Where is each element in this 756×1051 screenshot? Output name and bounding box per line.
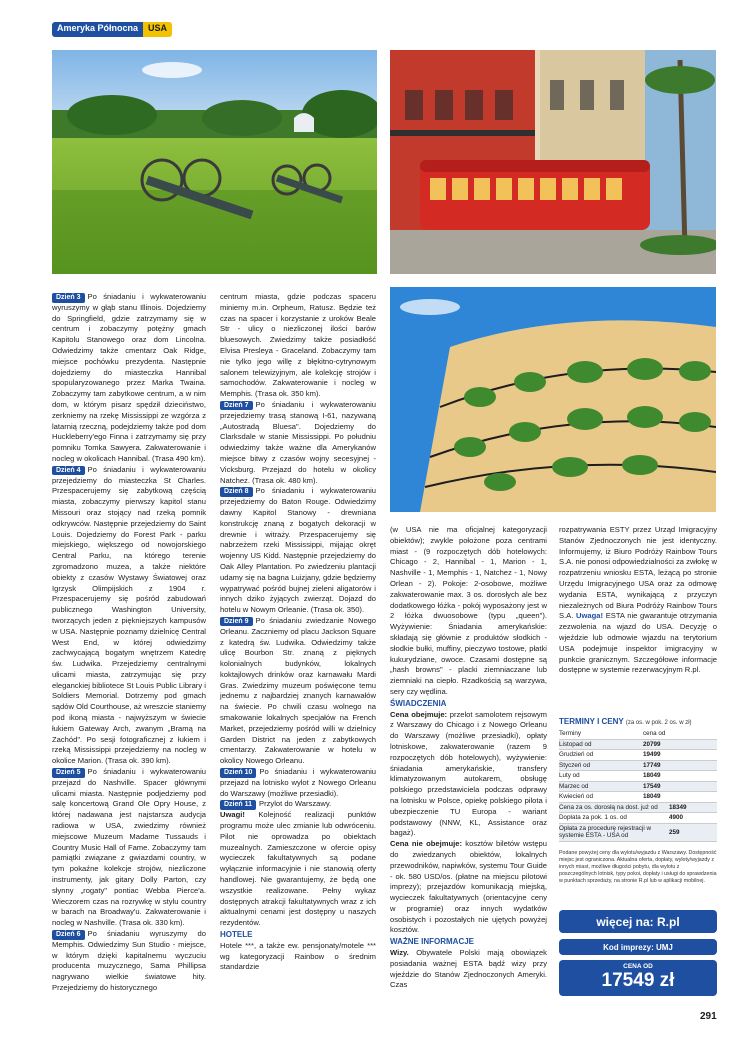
info-column-3 bbox=[390, 525, 547, 991]
day-4-entry bbox=[52, 465, 206, 767]
day-3-entry bbox=[52, 292, 206, 465]
day-11-entry bbox=[220, 799, 376, 810]
day-8-entry bbox=[220, 486, 376, 616]
price: 17749 bbox=[643, 761, 661, 769]
photo-cannons-field bbox=[52, 50, 377, 274]
visa-info bbox=[390, 948, 547, 991]
more-info-button[interactable]: więcej na: R.pl bbox=[559, 910, 717, 933]
table-row bbox=[559, 782, 717, 793]
info-column-4 bbox=[559, 525, 717, 676]
price-excludes-text: kosztów biletów wstępu do zwiedzanych obiektów, lokalnych przewodników, napiwków, systemu Tour Guide - ok. 580 USD/os. (płatne na miejscu pilotowi imprezy); przejazdów komunikacją miejską, wycieczek fakultatywnych (orientacyjne ceny w programie) oraz innych wydatków osobistych i pozostałych nie ujętych powyżej kosztów. bbox=[390, 839, 547, 935]
remarks bbox=[220, 810, 376, 929]
price-box-label: CENA OD bbox=[623, 963, 653, 970]
table-row bbox=[559, 813, 717, 824]
day-text: Po śniadaniu i wykwaterowaniu przejazd do Nashville. Spacer głównymi ulicami miasta. Następnie podjedziemy pod salę koncertową Grand Ole Opry House, z której nadawana jest najstarsza audycja radiowa w USA, zwiedzimy również miejscowe Muzeum Madame Tussauds i Country Music Hall of Fame. Zobaczymy tam pamiątki związane z gwiazdami country, w tym pokaźne kolekcje strojów, niezliczone instrumenty, jak gitary Dolly Parton, czy słynny „rogaty" pontiac Webba Pierce'a. Wieczorem czas na rozrywkę w stylu country w barach na Broadway'u. Zakwaterowanie i nocleg w Nashville. (Trasa ok. 330 km). bbox=[52, 767, 206, 928]
day-5-entry bbox=[52, 767, 206, 929]
day-text: Po śniadaniu zwiedzanie Nowego Orleanu. Zaczniemy od placu Jackson Square z katedrą św. Ludwika. Odwiedzimy także ulicę Bourbon Str. znaną z pięknych kolonialnych budynków, lokalnych koktajlowych drinków oraz karnawału Mardi Gras. Zwiedzimy muzeum poświęcone temu jednemu z najbardziej znanych karnawałów na świecie. Po chwili czasu wolnego na smakowanie lokalnych specjałów na French Market, przejedziemy pośród willi w dzielnicy Garden District na jeden z zabytkowych cmentarzy. Zakwaterowanie w hotelu w okolicy Nowego Orleanu. bbox=[220, 615, 376, 766]
prices-header-row bbox=[559, 729, 717, 740]
day-badge: Dzień 9 bbox=[220, 617, 253, 627]
day-badge: Dzień 4 bbox=[52, 466, 85, 476]
prices-note: Podane powyżej ceny dla wylotu/wyjazdu z Warszawy. Dostępność miejsc jest ograniczona. Aktualna oferta, dopłaty, wyloty/wyjazdy z innych miast, możliwe długości pobytu, dla wylotu z poszczególnych lotnisk, typy pokoi, dopłaty i usługi do sprawdzenia w punktach sprzedaży, na stronie R.pl lub w aplikacji mobilnej. bbox=[559, 849, 717, 884]
day-7-entry bbox=[220, 400, 376, 486]
day-badge: Dzień 10 bbox=[220, 768, 256, 778]
price-box bbox=[559, 960, 717, 996]
day-badge: Dzień 5 bbox=[52, 768, 85, 778]
day-text: Po śniadaniu i wykwaterowaniu przejazd na lotnisko wylot z Nowego Orleanu do Warszawy (możliwe przesiadki). bbox=[220, 767, 376, 798]
prices-title bbox=[559, 717, 717, 726]
price-excludes bbox=[390, 839, 547, 936]
price: 20799 bbox=[643, 740, 661, 748]
price: 18049 bbox=[643, 772, 661, 780]
important-info-heading: WAŻNE INFORMACJE bbox=[390, 937, 474, 947]
esta-info bbox=[559, 525, 717, 676]
warning-text: ESTA nie gwarantuje otrzymania zezwolenia na wjazd do USA. Decyzję o wjeździe lub odmowie wjazdu na terytorium USA podejmuje inspektor imigracyjny w punkcie granicznym. Szczegółowe informacje dostępne w systemie rezerwacyjnym R.pl. bbox=[559, 611, 717, 675]
price: 19499 bbox=[643, 751, 661, 759]
day-text: Przylot do Warszawy. bbox=[259, 799, 332, 809]
day-badge: Dzień 3 bbox=[52, 293, 85, 303]
term: Luty od bbox=[559, 772, 580, 780]
hotels-text: Hotele ***, a także ew. pensjonaty/motele *** wg kategoryzacji Rainbow o średnim standardzie bbox=[220, 940, 376, 972]
price: 17549 bbox=[643, 782, 661, 790]
esta-text: rozpatrywania ESTY przez Urząd Imigracyjny Stanów Zjednoczonych nie jest identyczny. Informujemy, iż Biuro Podróży Rainbow Tours S.A. nie ponosi odpowiedzialności za zwłokę w rozpatrzeniu wniosku ESTA, leżącą po stronie Urzędu Imigracyjnego USA oraz za odmowę wydania ESTA, wynikającą z przyczyn niezależnych od Biura Podróży Rainbow Tours S.A. bbox=[559, 525, 717, 621]
day-badge: Dzień 6 bbox=[52, 930, 85, 940]
visa-label: Wizy. bbox=[390, 948, 409, 958]
day-9-entry bbox=[220, 616, 376, 767]
table-row bbox=[559, 771, 717, 782]
day-text: centrum miasta, gdzie podczas spaceru miniemy m.in. Orpheum, Ratusz. Będzie też czas na spacer i korzystanie z uroków Beale Str - ulicy o niezliczonej ilości barów bluesowych. Zwiedzimy także posiadłość Elvisa Presleya - Graceland. Zobaczymy tam nie tylko jego willę z błękitno-cytrynowym salonem telewizyjnym, ale kolekcję strojów i samochodów. Zakwaterowanie i nocleg w Memphis. (Trasa ok. 350 km). bbox=[220, 292, 376, 399]
price-includes-label: Cena obejmuje: bbox=[390, 709, 448, 719]
term: Opłata za procedurę rejestracji w systemie ESTA - USA od bbox=[559, 825, 652, 839]
country-label: USA bbox=[143, 22, 172, 37]
table-row bbox=[559, 792, 717, 803]
day-6-continued bbox=[220, 292, 376, 400]
prices-title-text: TERMINY I CENY bbox=[559, 717, 624, 726]
price-includes bbox=[390, 710, 547, 840]
price: 18049 bbox=[643, 793, 661, 801]
day-badge: Dzień 11 bbox=[220, 800, 256, 810]
day-text: Po śniadaniu i wykwaterowaniu przejedziemy trasą stanową I-61, nazywaną „Autostradą Bluesa". Dojedziemy do Clarksdale w stanie Mississippi. Po południu odwiedzimy także ważne dla Amerykanów miejsce bitwy z czasów wojny secesyjnej - Vicksburg. Przejazd do hotelu w okolicy Natchez. (Trasa ok. 480 km). bbox=[220, 399, 376, 485]
price: 4900 bbox=[669, 814, 684, 822]
region-tag bbox=[52, 22, 172, 37]
term: Listopad od bbox=[559, 740, 592, 748]
hotels-heading: HOTELE bbox=[220, 930, 253, 940]
prices-title-note: (za os. w pok. 2 os. w zł) bbox=[625, 720, 692, 726]
itinerary-column-1 bbox=[52, 292, 206, 994]
day-text: Po śniadaniu i wykwaterowaniu wyruszymy w głąb stanu Illinois. Dojedziemy do Springfield, gdzie zatrzymamy się w centrum i zobaczymy potężny gmach Kapitolu Stanowego oraz dom Lincolna. Odwiedzimy także cmentarz Oak Ridge, miejsce pochówku prezydenta. Następnie dojedziemy do miasteczka Hannibal spopularyzowanego przez Marka Twaina. Zobaczymy tam zabytkowe centrum, a w nim dom, w którym pisarz spędził dzieciństwo, zerkniemy na rzekę Mississippi ze wzgórza z latarnią rzeczną, podejdziemy także pod dom Huckleberry'ego Finna i zatrzymamy się przy pomniku Tomka Sawyera. Zakwaterowanie i nocleg w okolicach Hannibal. (Trasa 490 km). bbox=[52, 292, 206, 463]
day-6-entry bbox=[52, 929, 206, 994]
trip-code-badge: Kod imprezy: UMJ bbox=[559, 939, 717, 955]
page-number: 291 bbox=[700, 1011, 717, 1022]
day-10-entry bbox=[220, 767, 376, 799]
table-row bbox=[559, 824, 717, 842]
remarks-text: Kolejność realizacji punktów programu może ulec zmianie lub odwróceniu. Pilot nie oprowadza po obiektach muzealnych. Zamieszczone w ofercie opisy wycieczek fakultatywnych są podane wyłącznie informacyjnie i nie stanowią oferty handlowej. Nie gwarantujemy, że będą one wszystkie realizowane. Pełny wykaz dostępnych atrakcji fakultatywnych wraz z ich aktualnymi cenami jest dostępny u naszych rezydentów. bbox=[220, 810, 376, 928]
table-row bbox=[559, 750, 717, 761]
col-price: cena od bbox=[643, 730, 666, 738]
photo-french-quarter bbox=[390, 287, 716, 512]
table-row bbox=[559, 740, 717, 751]
day-text: Po śniadaniu wyruszymy do Memphis. Odwiedzimy Sun Studio - miejsce, w którym dzięki kapitalnemu wyczuciu producenta muzycznego, Sama Phillipsa nagrywano wielkie światowe hity. Przejedziemy do historycznego bbox=[52, 929, 206, 992]
warning-label: Uwaga! bbox=[576, 611, 604, 621]
price-box-value: 17549 zł bbox=[601, 970, 675, 991]
col-terms: Terminy bbox=[559, 730, 582, 738]
term: Kwiecień od bbox=[559, 793, 593, 801]
remarks-label: Uwagi! bbox=[220, 810, 245, 820]
term: Grudzień od bbox=[559, 751, 594, 759]
region-label: Ameryka Północna bbox=[52, 22, 143, 37]
visa-text: Obywatele Polski mają obowiązek posiadania ważnej ESTA bądź wizy przy wjeździe do Stanów Zjednoczonych Ameryki. Czas bbox=[390, 948, 547, 990]
term: Styczeń od bbox=[559, 761, 591, 769]
price: 18349 bbox=[669, 803, 687, 811]
table-row bbox=[559, 761, 717, 772]
prices-table bbox=[559, 717, 717, 885]
day-text: Po śniadaniu i wykwaterowaniu przejedziemy do miasteczka St Charles. Przespacerujemy się zabytkową częścią miasta, zobaczymy pierwszy kapitol stanu Missouri oraz stojący nad rzeką pomnik odkrywców. Następnie przejedziemy do Saint Louis. Dojedziemy do Forest Park - parku miejskiego, większego od nowojorskiego Central Parku, na którego terenie zgromadzono muzea, a także niektóre obiekty z czasów Wystawy Światowej oraz Igrzysk Olimpijskich z 1904 r. Przespacerujemy się pośród zabudowań publicznego Washington University, tworzących jeden z piękniejszych kampusów w USA. Następnie poznamy dzielnicę Central West End, w której odwiedzimy zachwycającą bogatym wnętrzem Katedrę św. Ludwika. Przejedziemy centralnymi ulicami miasta, zatrzymując się przy eleganckiej bibliotece St Louis Public Library i Soldiers Memorial. Dotrzemy pod gmach sądów Old Courthouse, aż wreszcie staniemy pod ikoną miasta - najwyższym w świecie łukiem Gateway Arch, zwanym „Bramą na Zachód". Po sesji fotograficznej z łukiem i rzeką Mississippi przejedziemy na nocleg w okolice Marion. (Trasa ok. 390 km). bbox=[52, 464, 206, 766]
price: 259 bbox=[669, 828, 680, 836]
term: Dopłata za pok. 1 os. od bbox=[559, 814, 627, 822]
price-includes-text: przelot samolotem rejsowym z Warszawy do Chicago i z Nowego Orleanu do Warszawy (możliwe przesiadki), opłaty lotniskowe, zakwaterowanie (razem 9 rozpoczętych dób hotelowych), wyżywienie: śniadania amerykańskie, transfery klimatyzowanym autokarem, obsługę polskiego przedstawiciela podczas odprawy na lotnisku w Polsce, opiekę polskiego pilota i ubezpieczenie TU Europa - wariant podstawowy (NNW, KL, Assistance oraz bagaż). bbox=[390, 709, 547, 838]
hotels-continued: (w USA nie ma oficjalnej kategoryzacji obiektów); zwykle położone poza centrami miast - (9 rozpoczętych dób hotelowych: Chicago - 2, Hannibal - 1, Marion - 1, Nashville - 1, Memphis - 1, Natchez - 1, Nowy Orlean - 2). Pokoje: 2-osobowe, możliwe zakwaterowanie max. 3 os. dorosłych ale bez dodatkowego łóżka - pokój wyposażony jest w 2 łóżka dwuosobowe (typu „queen"). Wyżywienie: Śniadania amerykańskie: składają się głównie z produktów słodkich - słodkie bułki, muffiny, pieczywo tostowe, płatki kukurydziane, owoce. Czasami dostępne są „hash browns" - placki ziemniaczane lub ziemniaki na ciepło. Rzadkością są warzywa, sery czy wędlina. bbox=[390, 525, 547, 696]
day-text: Po śniadaniu i wykwaterowaniu przejedziemy do Baton Rouge. Odwiedzimy dawny Kapitol Stanowy - drewniana konstrukcję znaną z bogatych dekoracji w drewnie i witraży. Przespacerujemy się nabrzeżem rzeki Mississippi, mijając okręt wojenny US Kidd. Następnie przejedziemy do Oak Alley Plantation. Po zwiedzeniu plantacji udamy się na bagna Luizjany, gdzie będziemy wypatrywać pośród bujnej zieleni aligatorów i innych dziko żyjących zwierząt. Dojazd do hotelu w Nowym Orleanie. (Trasa ok. 350). bbox=[220, 486, 376, 615]
day-badge: Dzień 8 bbox=[220, 487, 253, 497]
term: Cena za os. dorosłą na dost. już od bbox=[559, 803, 658, 811]
price-excludes-label: Cena nie obejmuje: bbox=[390, 839, 462, 849]
services-heading: ŚWIADCZENIA bbox=[390, 698, 447, 708]
itinerary-column-2 bbox=[220, 292, 376, 973]
table-row bbox=[559, 803, 717, 814]
term: Marzec od bbox=[559, 782, 589, 790]
day-badge: Dzień 7 bbox=[220, 401, 253, 411]
photo-streetcar bbox=[390, 50, 716, 274]
